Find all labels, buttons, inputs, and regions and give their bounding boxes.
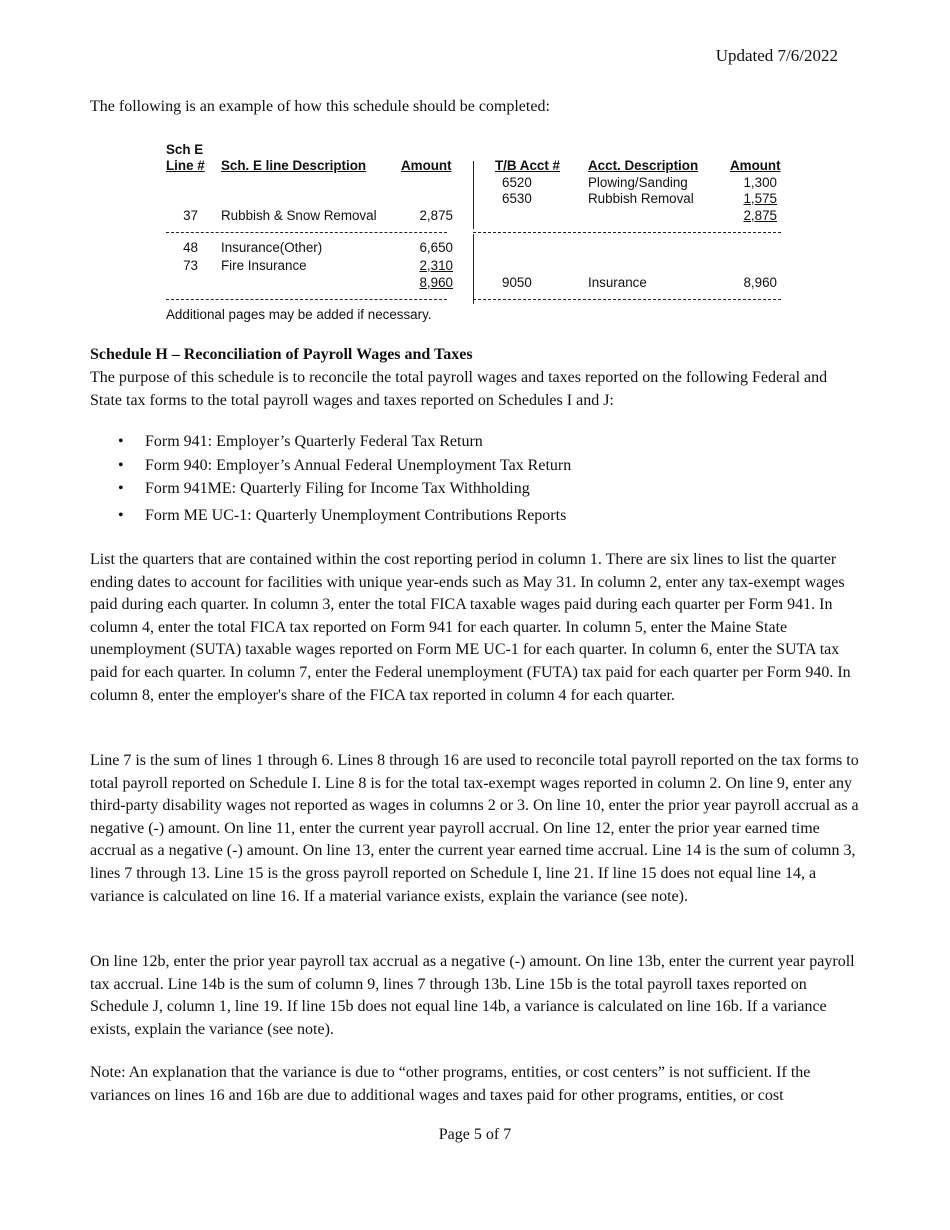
separator-line bbox=[166, 299, 447, 300]
acct-amount: 2,875 bbox=[743, 208, 777, 223]
line-description: Rubbish & Snow Removal bbox=[221, 208, 377, 223]
header-amount-right: Amount bbox=[730, 158, 781, 173]
line-amount: 2,310 bbox=[419, 258, 453, 273]
separator-line bbox=[473, 232, 781, 233]
acct-description: Insurance bbox=[588, 275, 647, 290]
list-item: • Form 941: Employer’s Quarterly Federal Tax Return bbox=[145, 430, 845, 454]
forms-list bbox=[90, 430, 845, 527]
acct-amount: 1,300 bbox=[743, 175, 777, 190]
list-item: • Form 940: Employer’s Annual Federal Unemployment Tax Return bbox=[145, 454, 845, 478]
line-amount: 2,875 bbox=[419, 208, 453, 223]
line-description: Fire Insurance bbox=[221, 258, 307, 273]
page-number: Page 5 of 7 bbox=[438, 1126, 512, 1143]
line-number: 73 bbox=[183, 258, 198, 273]
example-footnote: Additional pages may be added if necessary. bbox=[166, 307, 432, 322]
acct-number: 9050 bbox=[502, 275, 532, 290]
acct-description: Rubbish Removal bbox=[588, 191, 694, 206]
schedule-h-heading: Schedule H – Reconciliation of Payroll Wages and Taxes bbox=[90, 346, 473, 363]
purpose-paragraph: The purpose of this schedule is to reconcile the total payroll wages and taxes reported on the following Federal and State tax forms to the total payroll wages and taxes reported on Schedules I and J: bbox=[90, 369, 828, 409]
example-table bbox=[166, 142, 806, 332]
header-line-num: Line # bbox=[166, 158, 205, 173]
header-amount-left: Amount bbox=[401, 158, 452, 173]
divider-vertical bbox=[473, 161, 474, 229]
header-acct-desc: Acct. Description bbox=[588, 158, 699, 173]
line-description: Insurance(Other) bbox=[221, 240, 323, 255]
line-amount: 8,960 bbox=[419, 275, 453, 290]
instructions-paragraph: On line 12b, enter the prior year payroll tax accrual as a negative (-) amount. On line 13b, enter the current year payroll tax accrual. Line 14b is the sum of column 9, lines 7 through 13b. Line 15b is the total payroll taxes reported on Schedule J, column 1, line 19. If line 15b does not equal line 14b, a variance is calculated on line 16b. If a variance exists, explain the variance (see note). bbox=[90, 953, 855, 1038]
separator-line bbox=[473, 299, 781, 300]
divider-vertical bbox=[473, 234, 474, 304]
list-item: • Form 941ME: Quarterly Filing for Income Tax Withholding bbox=[145, 477, 845, 501]
acct-number: 6520 bbox=[502, 175, 532, 190]
instructions-paragraph: Line 7 is the sum of lines 1 through 6. Lines 8 through 16 are used to reconcile total payroll reported on the tax forms to total payroll reported on Schedule I. Line 8 is for the total tax-exempt wages reported in column 2. On line 9, enter any third-party disability wages not reported as wages in columns 2 or 3. On line 10, enter the prior year payroll accrual as a negative (-) amount. On line 11, enter the current year payroll accrual. On line 12, enter the prior year earned time accrual as a negative (-) amount. On line 13, enter the current year earned time accrual. Line 14 is the sum of column 3, lines 7 through 13. Line 15 is the gross payroll reported on Schedule I, line 21. If line 15 does not equal line 14, a variance is calculated on line 16. If a material variance exists, explain the variance (see note). bbox=[90, 752, 859, 905]
acct-number: 6530 bbox=[502, 191, 532, 206]
intro-text: The following is an example of how this schedule should be completed: bbox=[90, 98, 550, 115]
instructions-paragraph: List the quarters that are contained within the cost reporting period in column 1. There are six lines to list the quarter ending dates to account for facilities with unique year-ends such as May 31. In column 2, enter any tax-exempt wages paid during each quarter. In column 3, enter the total FICA taxable wages paid during each quarter per Form 941. In column 4, enter the total FICA tax reported on Form 941 for each quarter. In column 5, enter the Maine State unemployment (SUTA) taxable wages reported on Form ME UC-1 for each quarter. In column 6, enter the SUTA tax paid for each quarter. In column 7, enter the Federal unemployment (FUTA) tax paid for each quarter per Form 940. In column 8, enter the employer's share of the FICA tax reported in column 4 for each quarter. bbox=[90, 551, 851, 704]
header-sch-e: Sch E bbox=[166, 142, 204, 157]
line-amount: 6,650 bbox=[419, 240, 453, 255]
list-item: • Form ME UC-1: Quarterly Unemployment Contributions Reports bbox=[145, 504, 845, 528]
acct-amount: 1,575 bbox=[743, 191, 777, 206]
acct-amount: 8,960 bbox=[743, 275, 777, 290]
header-tb-acct: T/B Acct # bbox=[495, 158, 560, 173]
acct-description: Plowing/Sanding bbox=[588, 175, 688, 190]
updated-date: Updated 7/6/2022 bbox=[715, 46, 838, 65]
header-line-desc: Sch. E line Description bbox=[221, 158, 367, 173]
line-number: 37 bbox=[183, 208, 198, 223]
separator-line bbox=[166, 232, 447, 233]
line-number: 48 bbox=[183, 240, 198, 255]
note-paragraph: Note: An explanation that the variance is due to “other programs, entities, or cost centers” is not sufficient. If the variances on lines 16 and 16b are due to additional wages and taxes paid for other programs, entities, or cost bbox=[90, 1064, 811, 1104]
